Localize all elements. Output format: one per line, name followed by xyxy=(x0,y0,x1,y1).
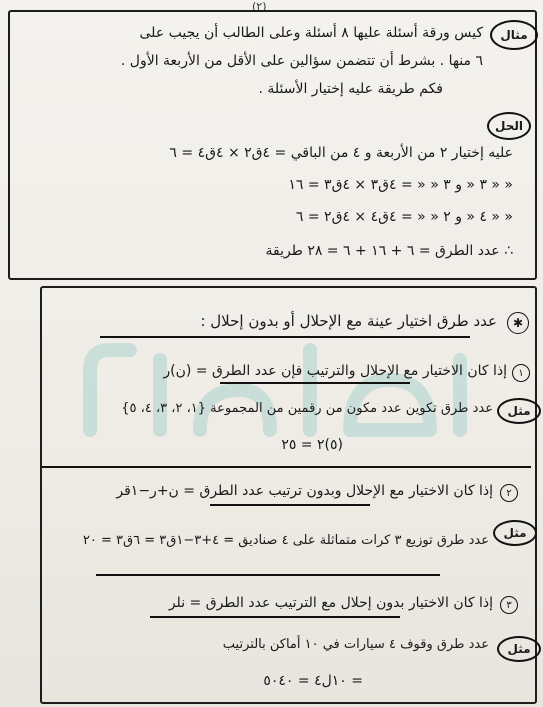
case-1-example-tag: مثل xyxy=(497,398,541,424)
case-1-badge: ١ xyxy=(512,364,530,382)
solution-tag: الحل xyxy=(487,112,531,140)
case-1-result: (٥)٢ = ٢٥ xyxy=(281,437,343,453)
case-3-result: = ١٠ل٤ = ٥٠٤٠ xyxy=(263,673,363,689)
solution-line-1: عليه إختيار ٢ من الأربعة و ٤ من الباقي = ٤ق٢ × ٤ق٤ = ٦ xyxy=(169,145,513,161)
star-icon: ✱ xyxy=(507,312,529,334)
case-2-underline xyxy=(210,504,370,506)
case-2-rule: إذا كان الاختيار مع الإحلال وبدون ترتيب عدد الطرق = ن+ر−١قر xyxy=(116,483,493,499)
case-2-example-tag: مثل xyxy=(493,520,537,546)
page-number: (٢) xyxy=(252,0,267,13)
solution-line-2: « « ٣ « و ٣ « « = ٤ق٣ × ٤ق٣ = ١٦ xyxy=(288,177,513,193)
rules-heading: عدد طرق اختيار عينة مع الإحلال أو بدون إحلال : xyxy=(200,312,497,330)
case-1-example: عدد طرق تكوين عدد مكون من رقمين من المجموعة {١، ٢، ٣، ٤، ٥} xyxy=(121,401,493,416)
heading-underline xyxy=(100,336,470,338)
case-1-rule: إذا كان الاختيار مع الإحلال والترتيب فإن عدد الطرق = (ن)ر xyxy=(163,363,507,379)
case-3-rule: إذا كان الاختيار بدون إحلال مع الترتيب عدد الطرق = نلر xyxy=(168,595,493,611)
case-2-example: عدد طرق توزيع ٣ كرات متماثلة على ٤ صناديق = ٤+٣−١ق٣ = ٦ق٣ = ٢٠ xyxy=(82,533,489,548)
case-3-example: عدد طرق وقوف ٤ سيارات في ١٠ أماكن بالترتيب xyxy=(222,637,489,652)
solution-line-3: « « ٤ « و ٢ « « = ٤ق٤ × ٤ق٢ = ٦ xyxy=(295,209,513,225)
question-line-1: كيس ورقة أسئلة عليها ٨ أسئلة وعلى الطالب أن يجيب على xyxy=(139,25,483,41)
case-3-badge: ٣ xyxy=(500,596,518,614)
divider-1 xyxy=(42,466,531,468)
question-line-3: فكم طريقة عليه إختيار الأسئلة . xyxy=(258,81,443,97)
question-line-2: ٦ منها . بشرط أن تتضمن سؤالين على الأقل من الأربعة الأول . xyxy=(120,53,483,69)
solution-total: ∴ عدد الطرق = ٦ + ١٦ + ٦ = ٢٨ طريقة xyxy=(265,243,513,259)
divider-2 xyxy=(96,574,440,576)
question-tag: مثال xyxy=(490,20,538,50)
case-3-underline xyxy=(150,616,400,618)
case-1-underline xyxy=(220,382,410,384)
case-2-badge: ٢ xyxy=(500,484,518,502)
case-3-example-tag: مثل xyxy=(497,636,541,662)
watermark-logo xyxy=(70,330,490,450)
